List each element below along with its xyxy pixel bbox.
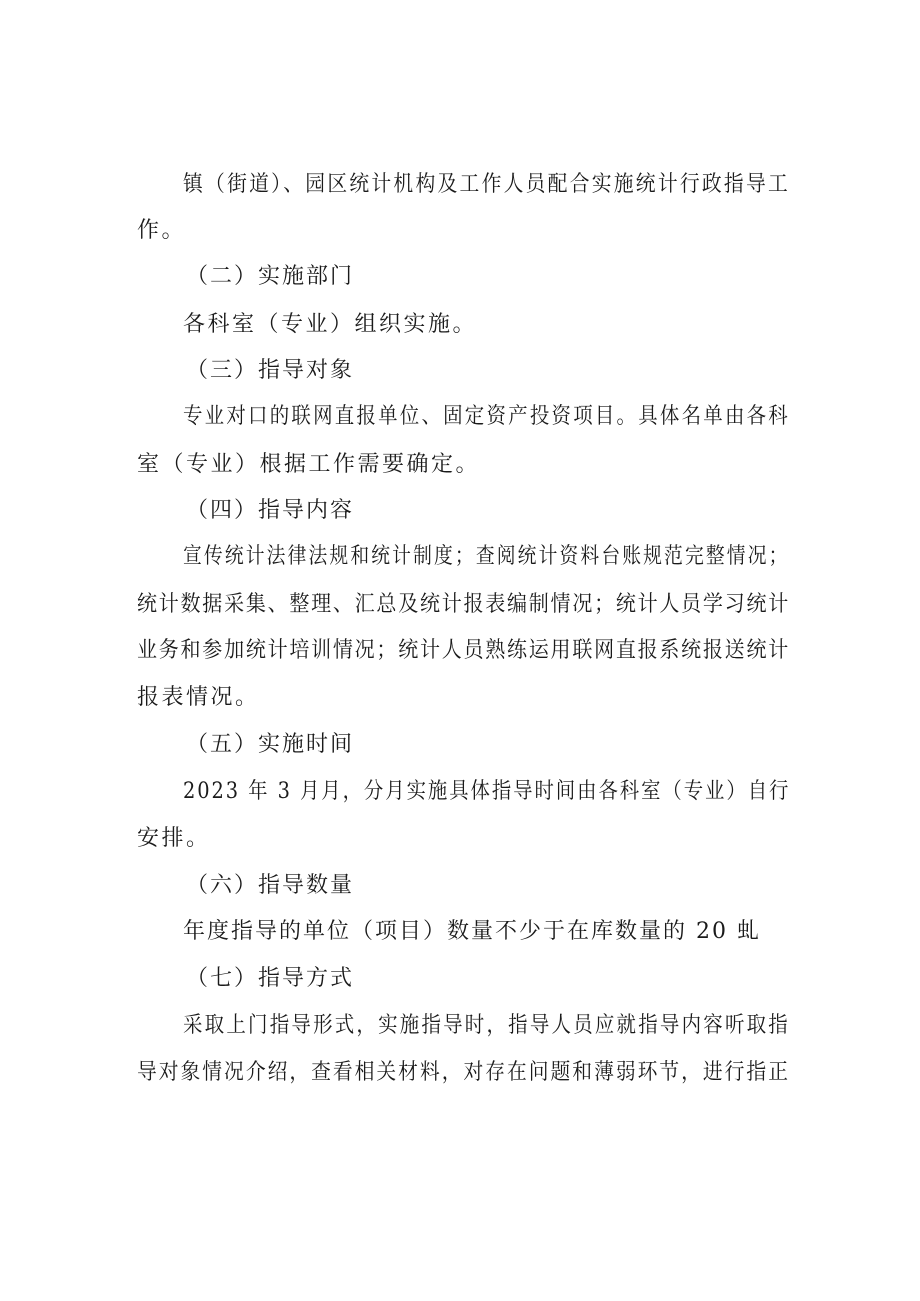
paragraph-line: 业务和参加统计培训情况；统计人员熟练运用联网直报系统报送统计 xyxy=(137,638,790,663)
section-heading: （七）指导方式 xyxy=(186,966,355,991)
paragraph-line: 采取上门指导形式，实施指导时，指导人员应就指导内容听取指 xyxy=(183,1013,790,1038)
section-heading: （四）指导内容 xyxy=(186,498,355,523)
paragraph-line: 导对象情况介绍，查看相关材料，对存在问题和薄弱环节，进行指正 xyxy=(137,1060,790,1085)
paragraph-line: 室（专业）根据工作需要确定。 xyxy=(137,452,481,477)
paragraph-line: 镇（街道）、园区统计机构及工作人员配合实施统计行政指导工 xyxy=(183,172,791,197)
section-heading: （三）指导对象 xyxy=(186,358,355,383)
paragraph-line: 专业对口的联网直报单位、固定资产投资项目。具体名单由各科 xyxy=(183,404,790,429)
paragraph-line: 报表情况。 xyxy=(137,685,260,710)
paragraph-line: 安排。 xyxy=(137,826,211,851)
section-heading: （五）实施时间 xyxy=(186,732,355,757)
paragraph-line: 作。 xyxy=(137,218,187,243)
section-heading: （二）实施部门 xyxy=(186,264,355,289)
paragraph-line: 各科室（专业）组织实施。 xyxy=(183,312,478,337)
paragraph-line: 宣传统计法律法规和统计制度；查阅统计资料台账规范完整情况； xyxy=(183,544,790,569)
paragraph-line: 2023 年 3 月月，分月实施具体指导时间由各科室（专业）自行 xyxy=(183,779,791,804)
section-heading: （六）指导数量 xyxy=(186,873,355,898)
paragraph-line: 统计数据采集、整理、汇总及统计报表编制情况；统计人员学习统计 xyxy=(137,592,790,617)
paragraph-line: 年度指导的单位（项目）数量不少于在库数量的 20 虬 xyxy=(183,919,761,944)
